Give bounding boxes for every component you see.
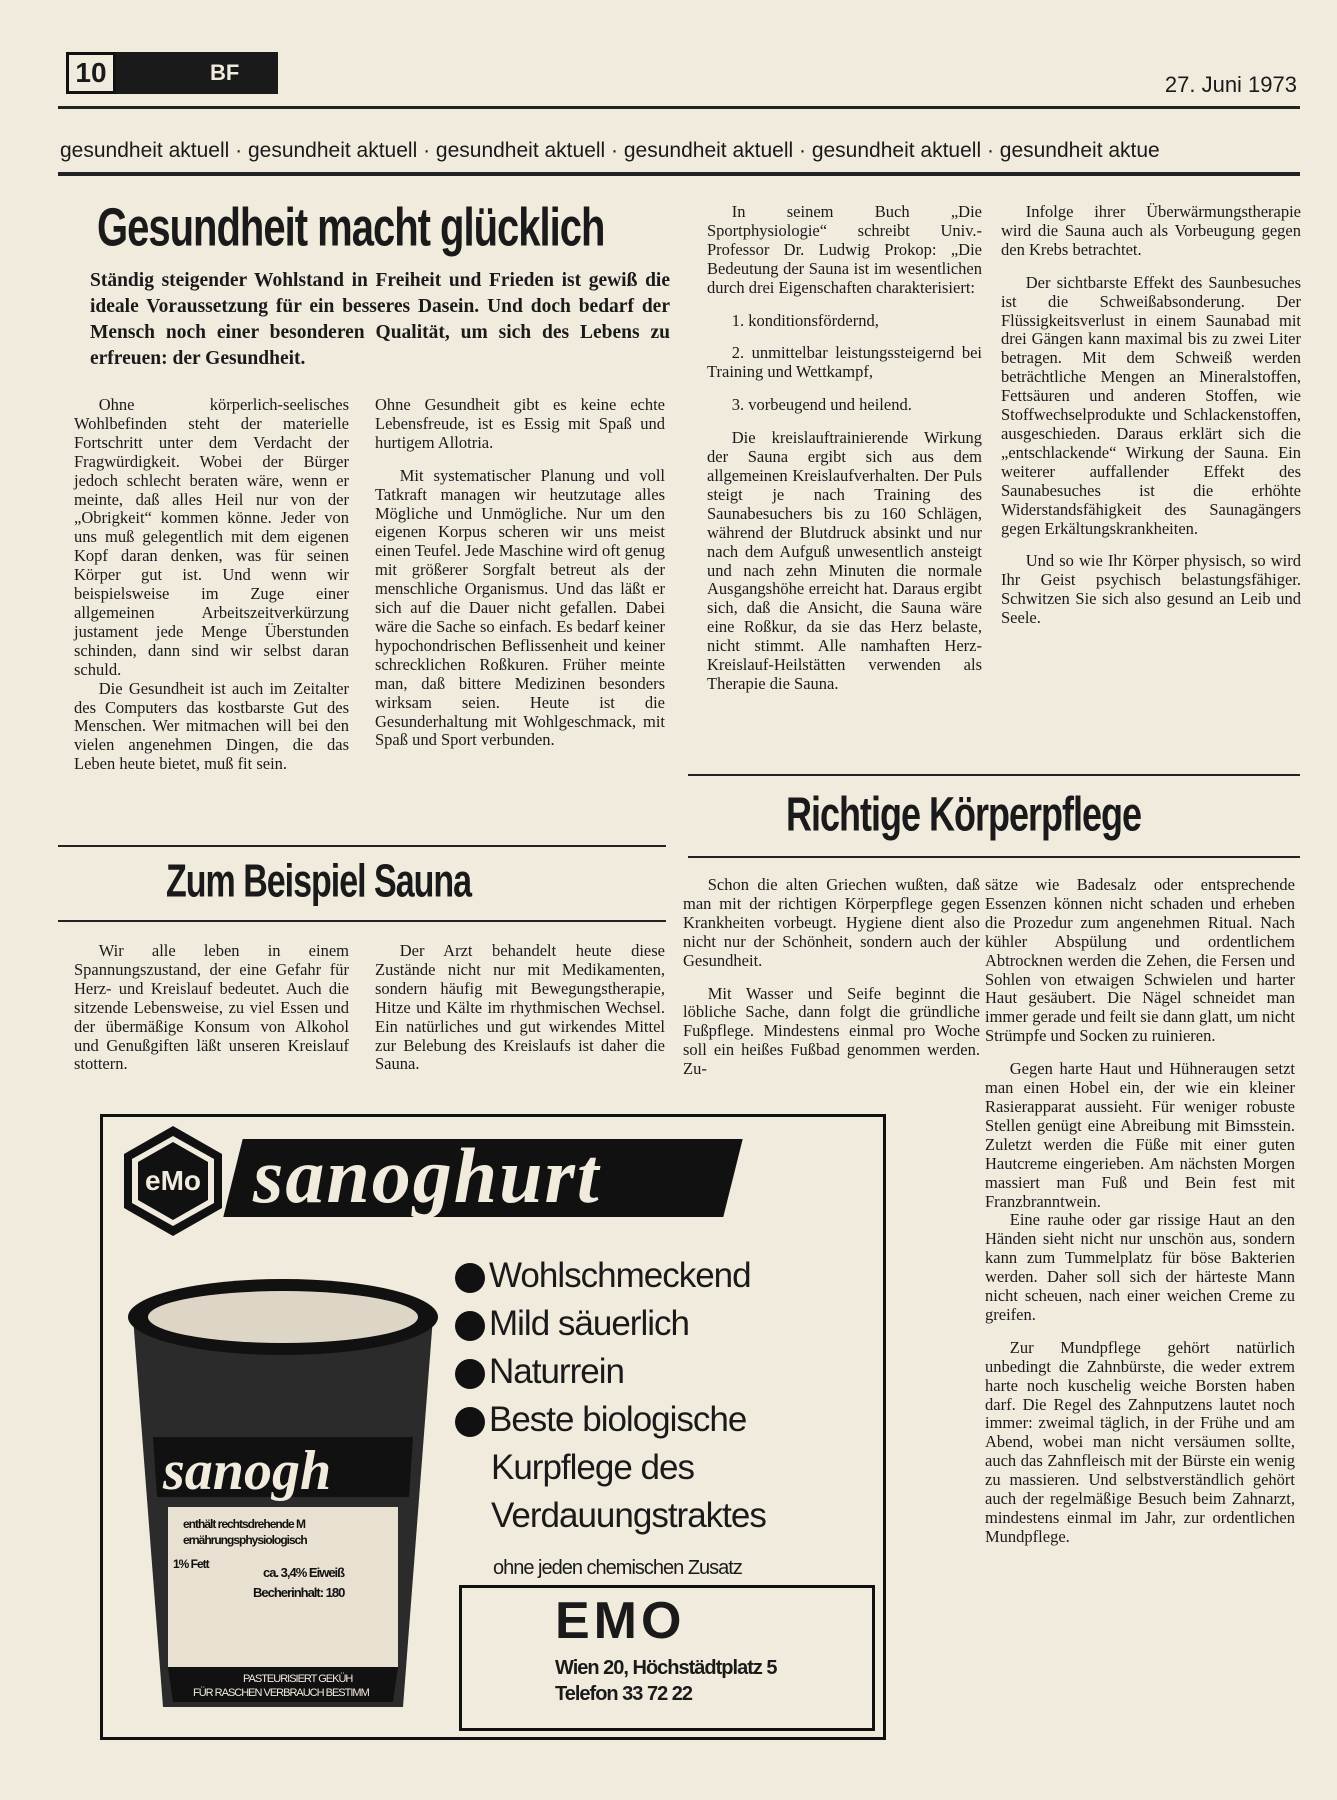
paragraph: Gegen harte Haut und Hühneraugen setzt man einen Hobel ein, der wie ein kleiner Rasierapparat aussieht. Für weniger robuste Stellen genügt eine Abreibung mit Bimsstein. Zuletzt werden die Füße mit einer guten Hautcreme eingerieben. Am nächsten Morgen massiert man Fuß und Bein fest mit Franzbranntwein. [985, 1059, 1295, 1211]
divider-sauna-bottom [58, 920, 666, 922]
cup-content: Becherinhalt: 180 [253, 1585, 345, 1600]
feature-item: Wohlschmeckend [455, 1252, 766, 1300]
feature-item: Beste biologische [455, 1396, 766, 1444]
sauna-col3 [707, 203, 982, 694]
section-label: BF [210, 60, 240, 85]
divider-koerperpflege-bottom [688, 856, 1300, 858]
lead-paragraph: Ständig steigender Wohlstand in Freiheit und Frieden ist gewiß die ideale Voraussetzung für ein besseres Dasein. Und doch bedarf der Mensch noch einer besonderen Qualität, um sich des Lebens zu erfreuen: der Gesundheit. [90, 270, 670, 369]
paragraph: Und so wie Ihr Körper physisch, so wird Ihr Geist psychisch belastungsfähiger. Schwitzen Sie sich also gesund an Leib und Seele. [1001, 551, 1301, 628]
paragraph: sätze wie Badesalz oder entsprechende Essenzen können nicht schaden und erheben die Prozedur zum angenehmen Ritual. Nach kühler Abspülung und ordentlichem Abtrocknen werden die Zehen, die Fersen und Sohlen von etwaigen Schwielen und harter Haut gesäubert. Die Nägel schneidet man immer gerade und feilt sie dann glatt, um nicht Strümpfe und Socken zu ruinieren. [985, 875, 1295, 1046]
paragraph: Der Arzt behandelt heute diese Zustände nicht nur mit Medikamenten, sondern häufig mit Bewegungstherapie, Hitze und Kälte im rhythmischen Wechsel. Ein natürliches und gut wirkendes Mittel zur Belebung des Kreislaufs ist daher die Sauna. [375, 941, 665, 1074]
list-item: 3. vorbeugend und heilend. [731, 395, 912, 415]
paragraph: Ohne Gesundheit gibt es keine echte Lebensfreude, ist es Essig mit Spaß und hurtigem Allotria. [375, 395, 665, 452]
section-bar [110, 52, 278, 94]
cup-line2: ernährungsphysiologisch [183, 1533, 307, 1547]
feature-item: Mild säuerlich [455, 1300, 766, 1348]
feature-cont: Kurpflege des [491, 1448, 694, 1487]
paragraph: Zur Mundpflege gehört natürlich unbedingt die Zahnbürste, die weder extrem harte noch kuschelig weiche Borsten haben darf. Die Regel des Zahnputzens lautet noch immer: zweimal täglich, in der Frühe und am Abend, wobei man nicht versäumen sollte, auch das Zahnfleisch mit der Bürste ein wenig zu massieren. Und selbstverständlich gehört auch der regelmäßige Besuch beim Zahnarzt, mindestens einmal im Jahr, zur ordentlichen Mundpflege. [985, 1337, 1295, 1546]
cup-fat: 1% Fett [173, 1557, 209, 1571]
paragraph: Eine rauhe oder gar rissige Haut an den Händen sieht nicht nur unschön aus, sondern kann zum Tummelplatz für böse Bakterien werden. Daher soll sich der härteste Mann nicht scheuen, nach einer weichen Creme zu greifen. [985, 1210, 1295, 1324]
headline-koerperpflege: Richtige Körperpflege [786, 786, 1142, 842]
koerperpflege-col3 [683, 876, 980, 1079]
sauna-col4 [1001, 203, 1301, 628]
feature-cont: Verdauungstraktes [491, 1496, 766, 1535]
cup-band2: FÜR RASCHEN VERBRAUCH BESTIMM [193, 1687, 369, 1699]
emo-logo [118, 1122, 228, 1240]
issue-date: 27. Juni 1973 [1164, 72, 1297, 97]
paragraph: Ohne körperlich-seelisches Wohlbefinden steht der materielle Fortschritt unter dem Verdacht der Fragwürdigkeit. Wobei der Bürger jedoch schlecht beraten wäre, wenn er meinte, daß alles Heil nur von der „Obrigkeit“ kommen könne. Jeder von uns muß gelegentlich mit dem eigenen Kopf daran denken, was für seinen Körper gut ist. Und wenn wir beispielsweise im Zuge einer allgemeinen Arbeitszeitverkürzung justament jede Menge Überstunden schinden, dann sind wir selbst daran schuld. [74, 395, 349, 679]
cup-protein: ca. 3,4% Eiweiß [263, 1565, 345, 1580]
paragraph: In seinem Buch „Die Sportphysiologie“ schreibt Univ.-Professor Dr. Ludwig Prokop: „Die Bedeutung der Sauna ist im wesentlichen durch drei Eigenschaften charakterisiert: [707, 202, 982, 297]
paragraph: Die Gesundheit ist auch im Zeitalter des Computers das kostbarste Gut des Menschen. Wer mitmachen will bei den vielen angenehmen Dingen, die das Leben heute bietet, muß fit sein. [74, 678, 349, 774]
paragraph: Infolge ihrer Überwärmungstherapie wird die Sauna auch als Vorbeugung gegen den Krebs betrachtet. [1001, 202, 1301, 259]
company-phone: Telefon 33 72 22 [555, 1683, 693, 1705]
article1-col1 [74, 396, 349, 774]
feature-list [455, 1252, 766, 1540]
sauna-intro-col2 [375, 942, 665, 1074]
brand-name: sanoghurt [253, 1132, 601, 1219]
page-number: 10 [66, 52, 116, 94]
sauna-intro-col1 [74, 942, 349, 1074]
running-title: gesundheit aktuell · gesundheit aktuell · gesundheit aktuell · gesundheit aktuell · gesundheit aktuell · gesundheit aktue [60, 139, 1160, 162]
koerperpflege-col4 [985, 876, 1295, 1547]
cup-brand: sanogh [163, 1440, 332, 1502]
bullet-icon [455, 1263, 485, 1293]
list-item: 2. unmittelbar leistungssteigernd bei Training und Wettkampf, [707, 343, 982, 382]
article1-col2 [375, 396, 665, 750]
paragraph: Mit Wasser und Seife beginnt die löbliche Sache, dann folgt die gründliche Fußpflege. Mindestens einmal pro Woche soll ein heißes Fußbad genommen werden. Zu- [683, 983, 980, 1079]
paragraph: Mit systematischer Planung und voll Tatkraft managen wir heutzutage alles Mögliche und Unmögliche. Nur um den eigenen Korpus scheren wir uns meist einen Teufel. Jede Maschine wird oft genug mit größerer Sorgfalt betreut als der menschliche Organismus. Und das läßt er sich auf die Dauer nicht gefallen. Dabei wäre die Sache so einfach. Es bedarf keiner hypochondrischen Beflissenheit und keiner schrecklichen Roßkuren. Früher meinte man, daß bittere Medizinen besonders wirksam seien. Heute ist die Gesunderhaltung mit Wohlgeschmack, mit Spaß und Sport verbunden. [375, 465, 665, 750]
company-name: EMO [555, 1592, 686, 1650]
bullet-icon [455, 1359, 485, 1389]
paragraph: Der sichtbarste Effekt des Saunbesuches ist die Schweißabsonderung. Der Flüssigkeitsverlust in einem Saunabad mit drei Gängen kann maximal bis zu zwei Liter betragen. Mit dem Schweiß werden beträchtliche Mengen an Mineralstoffen, Fettsäuren und anderen Stoffen, wie Stoffwechselprodukte und Schlackenstoffen, ausgeschieden. Daraus erklärt sich die „entschlackende“ Wirkung der Sauna. Ein weiterer auffallender Effekt des Saunabesuches ist die erhöhte Widerstandsfähigkeit des Saunagängers gegen Erkältungskrankheiten. [1001, 272, 1301, 538]
company-address: Wien 20, Höchstädtplatz 5 [555, 1657, 777, 1679]
paragraph: Schon die alten Griechen wußten, daß man mit der richtigen Körperpflege gegen Krankheiten vorbeugt. Hygiene dient also nicht nur der Schönheit, sondern auch der Gesundheit. [683, 875, 980, 970]
divider-sauna [58, 845, 666, 847]
logo-text: eMo [145, 1165, 201, 1196]
feature-item: Naturrein [455, 1348, 766, 1396]
running-rule [58, 172, 1300, 176]
tagline: ohne jeden chemischen Zusatz [493, 1557, 742, 1579]
cup-band1: PASTEURISIERT GEKÜH [243, 1673, 353, 1685]
sanoghurt-advertisement [100, 1114, 886, 1740]
divider-koerperpflege [688, 774, 1300, 776]
list-item: 1. konditionsfördernd, [731, 310, 879, 330]
bullet-icon [455, 1407, 485, 1437]
paragraph: Die kreislauftrainierende Wirkung der Sauna ergibt sich aus dem allgemeinen Kreislaufverhalten. Der Puls steigt je nach Training des Saunabesuchers bis zu 160 Schlägen, während der Blutdruck absinkt und nur nach dem Aufguß unwesentlich ansteigt und nach zehn Minuten die normale Ausgangshöhe erreicht hat. Daraus ergibt sich, daß die Ansicht, die Sauna wäre eine Roßkur, da sie das Herz belaste, nicht stimmt. Alle namhaften Herz-Kreislauf-Heilstätten verwenden als Therapie die Sauna. [707, 428, 982, 693]
bullet-icon [455, 1311, 485, 1341]
headline-sauna: Zum Beispiel Sauna [166, 856, 472, 908]
top-rule [58, 106, 1300, 109]
cup-line1: enthält rechtsdrehende M [183, 1517, 306, 1531]
paragraph: Wir alle leben in einem Spannungszustand, der eine Gefahr für Herz- und Kreislauf bedeutet. Auch die sitzende Lebensweise, zu viel Essen und der übermäßige Konsum von Alkohol und Genußgiften läßt unseren Kreislauf stottern. [74, 941, 349, 1074]
headline-gesundheit: Gesundheit macht glücklich [97, 198, 605, 258]
